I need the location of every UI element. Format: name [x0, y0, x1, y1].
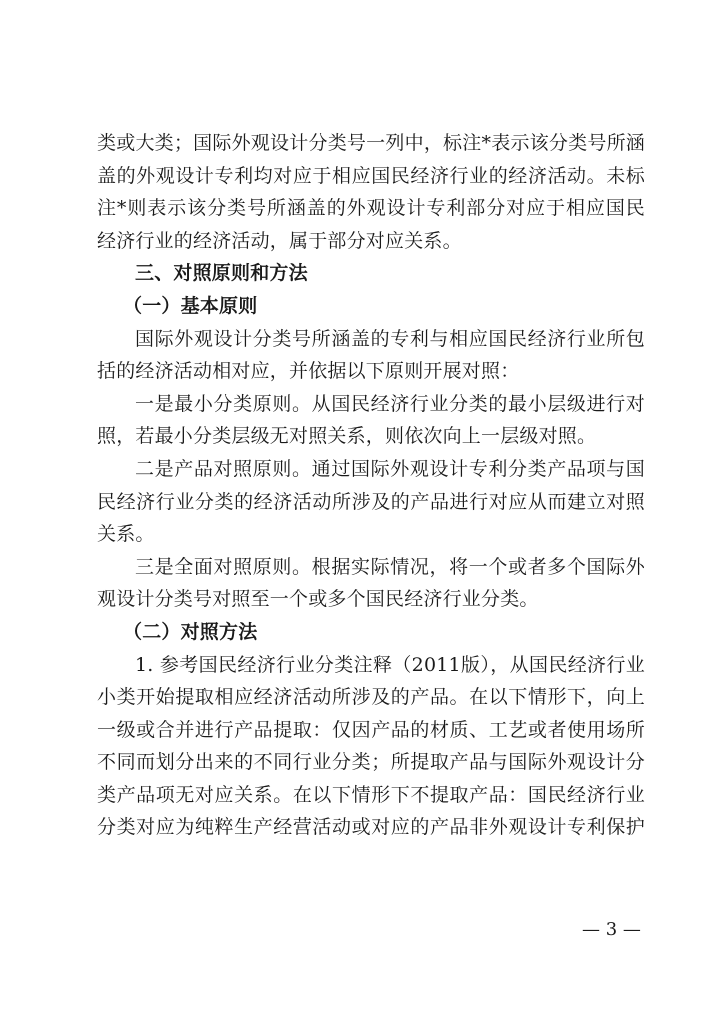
- paragraph-line: 盖的外观设计专利均对应于相应国民经济行业的经济活动。未标: [97, 164, 645, 187]
- paragraph-line: 国际外观设计分类号所涵盖的专利与相应国民经济行业所包: [135, 327, 645, 350]
- subsection-heading: （二）对照方法: [123, 620, 258, 643]
- page-number: — 3 —: [582, 919, 641, 940]
- paragraph-line: 关系。: [97, 523, 155, 546]
- paragraph-line: 经济行业的经济活动，属于部分对应关系。: [97, 229, 462, 252]
- paragraph-line: 民经济行业分类的经济活动所涉及的产品进行对应从而建立对照: [97, 490, 645, 513]
- subsection-heading: （一）基本原则: [123, 294, 258, 317]
- paragraph-line: 三是全面对照原则。根据实际情况，将一个或者多个国际外: [135, 555, 645, 578]
- paragraph-line: 一是最小分类原则。从国民经济行业分类的最小层级进行对: [135, 392, 645, 415]
- paragraph-line: 不同而划分出来的不同行业分类；所提取产品与国际外观设计分: [97, 751, 645, 774]
- paragraph-line: 类产品项无对应关系。在以下情形下不提取产品：国民经济行业: [97, 783, 645, 806]
- paragraph-line: 小类开始提取相应经济活动所涉及的产品。在以下情形下，向上: [97, 686, 645, 709]
- paragraph-line: 一级或合并进行产品提取：仅因产品的材质、工艺或者使用场所: [97, 718, 645, 741]
- paragraph-line: 括的经济活动相对应，并依据以下原则开展对照：: [97, 360, 520, 383]
- paragraph-line: 1. 参考国民经济行业分类注释（2011版），从国民经济行业: [135, 653, 645, 676]
- section-heading: 三、对照原则和方法: [135, 262, 308, 285]
- document-body: [97, 127, 645, 844]
- paragraph-line: 二是产品对照原则。通过国际外观设计专利分类产品项与国: [135, 457, 645, 480]
- paragraph-line: 类或大类；国际外观设计分类号一列中，标注*表示该分类号所涵: [97, 132, 645, 154]
- paragraph-line: 观设计分类号对照至一个或多个国民经济行业分类。: [97, 588, 539, 611]
- paragraph-line: 分类对应为纯粹生产经营活动或对应的产品非外观设计专利保护: [97, 816, 645, 839]
- paragraph-line: 照，若最小分类层级无对照关系，则依次向上一层级对照。: [97, 425, 597, 448]
- paragraph-line: 注*则表示该分类号所涵盖的外观设计专利部分对应于相应国民: [97, 197, 645, 220]
